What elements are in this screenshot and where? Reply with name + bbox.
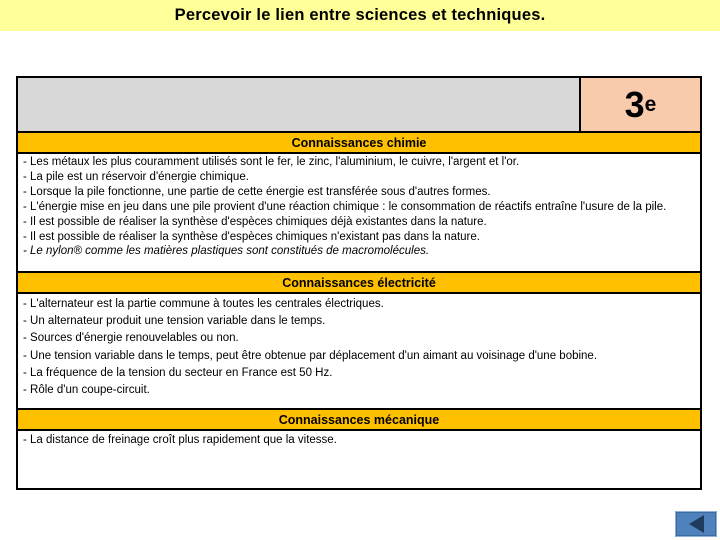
knowledge-item: - La fréquence de la tension du secteur en France est 50 Hz. bbox=[23, 366, 333, 379]
knowledge-item: - Une tension variable dans le temps, peut être obtenue par déplacement d'un aimant au voisinage d'une bobine. bbox=[23, 349, 598, 362]
section-header-chimie bbox=[18, 133, 700, 154]
knowledge-item: - Il est possible de réaliser la synthèse d'espèces chimiques n'existant pas dans la nature. bbox=[23, 230, 480, 243]
grade-badge bbox=[581, 78, 700, 131]
section-header-electricite-label: Connaissances électricité bbox=[282, 275, 436, 290]
knowledge-item: - Le nylon® comme les matières plastiques sont constitués de macromolécules. bbox=[23, 245, 430, 258]
section-body-electricite bbox=[18, 294, 700, 410]
slide-title: Percevoir le lien entre sciences et techniques. bbox=[174, 6, 546, 24]
knowledge-item: - Il est possible de réaliser la synthèse d'espèces chimiques déjà existantes dans la nature. bbox=[23, 215, 487, 228]
back-arrow-icon bbox=[689, 515, 704, 533]
slide-title-bar bbox=[0, 0, 720, 31]
table-header-row bbox=[18, 78, 700, 133]
grade-superscript: e bbox=[644, 93, 657, 116]
knowledge-item: - Rôle d'un coupe-circuit. bbox=[23, 384, 150, 397]
section-body-chimie bbox=[18, 154, 700, 273]
section-header-chimie-label: Connaissances chimie bbox=[291, 135, 427, 150]
back-button[interactable] bbox=[675, 511, 717, 537]
knowledge-item: - Un alternateur produit une tension variable dans le temps. bbox=[23, 315, 326, 328]
section-body-mecanique bbox=[18, 431, 700, 488]
knowledge-item: - L'énergie mise en jeu dans une pile provient d'une réaction chimique : le consommation de réactifs entraîne l'usure de la pile. bbox=[23, 200, 667, 213]
grade-number: 3 bbox=[624, 83, 645, 125]
knowledge-item: - L'alternateur est la partie commune à toutes les centrales électriques. bbox=[23, 298, 384, 310]
knowledge-item: - Sources d'énergie renouvelables ou non. bbox=[23, 332, 239, 345]
knowledge-item: - Les métaux les plus couramment utilisés sont le fer, le zinc, l'aluminium, le cuivre, l'argent et l'or. bbox=[23, 156, 520, 168]
knowledge-item: - La distance de freinage croît plus rapidement que la vitesse. bbox=[23, 434, 337, 446]
empty-header-cell bbox=[18, 78, 581, 131]
knowledge-item: - Lorsque la pile fonctionne, une partie de cette énergie est transférée sous d'autres formes. bbox=[23, 185, 491, 198]
section-header-mecanique bbox=[18, 410, 700, 431]
knowledge-table bbox=[16, 76, 702, 490]
section-header-mecanique-label: Connaissances mécanique bbox=[278, 412, 440, 427]
section-header-electricite bbox=[18, 273, 700, 294]
knowledge-item: - La pile est un réservoir d'énergie chimique. bbox=[23, 170, 249, 183]
